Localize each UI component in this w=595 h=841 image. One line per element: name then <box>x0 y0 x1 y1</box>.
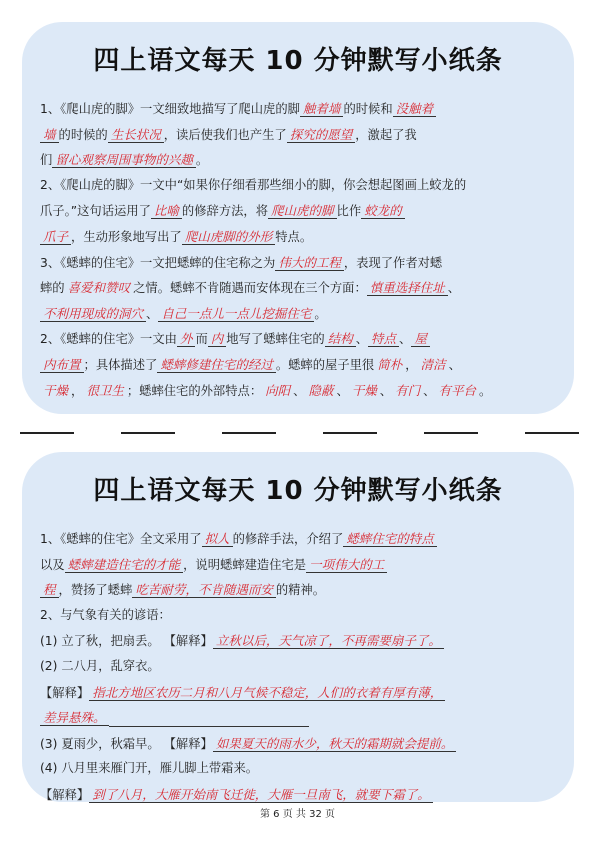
prompt-text: 。蟋蟀的屋子里很 <box>275 357 375 372</box>
prompt-text: ，激起了我 <box>355 127 417 142</box>
prompt-text: 爪子。”这句话运用了 <box>40 204 151 219</box>
answer-text: 内布置 <box>40 357 84 373</box>
prompt-text: ， <box>71 383 84 398</box>
answer-text: 蟋蟀修建住宅的经过 <box>157 357 276 373</box>
prompt-text: 1、《爬山虎的脚》一文细致地描写了爬山虎的脚 <box>40 102 300 116</box>
prompt-text: 们 <box>40 153 53 168</box>
answer-text: 蛟龙的 <box>361 203 405 219</box>
answer-text: 简朴 <box>377 356 403 372</box>
prompt-text: 、 <box>447 281 461 296</box>
text-line <box>40 122 556 148</box>
text-line <box>40 301 556 327</box>
prompt-text: 【解释】 <box>40 685 90 700</box>
prompt-text: 地写了蟋蟀住宅的 <box>226 332 325 347</box>
answer-text: 隐蔽 <box>308 382 334 398</box>
answer-text: 外 <box>177 331 196 347</box>
text-line <box>40 275 556 301</box>
text-line <box>40 173 556 199</box>
answer-text: 蟋蟀住宅的特点 <box>343 531 437 547</box>
prompt-text: 、 <box>379 383 393 398</box>
prompt-text: 的精神。 <box>275 583 326 598</box>
card-body <box>40 96 556 403</box>
prompt-text: ，表现了作者对蟋 <box>343 255 443 270</box>
answer-text: 很卫生 <box>86 382 124 398</box>
answer-text: 爬山虎的脚 <box>268 203 337 219</box>
prompt-text: 。 <box>195 153 209 168</box>
cut-line <box>20 432 580 434</box>
answer-text: 探究的愿望 <box>287 127 356 143</box>
answer-text: 清洁 <box>420 356 446 372</box>
prompt-text: (1) 立了秋，把扇丢。 【解释】 <box>40 634 213 649</box>
text-line <box>40 326 556 352</box>
text-line <box>40 782 556 808</box>
note-card-2 <box>22 452 574 802</box>
answer-text: 到了八月，大雁开始南飞迁徙，大雁一旦南飞，就要下霜了。 <box>89 787 433 803</box>
answer-text: 拟人 <box>202 531 233 547</box>
answer-text: 生长状况 <box>108 127 164 143</box>
text-line <box>40 756 556 782</box>
prompt-text: 以及 <box>40 557 65 572</box>
text-line <box>40 731 556 757</box>
answer-text: 爪子 <box>40 229 71 245</box>
prompt-text: ，赞扬了蟋蟀 <box>58 583 133 598</box>
answer-text: 留心观察周围事物的兴趣 <box>52 152 196 168</box>
answer-text: 比喻 <box>151 203 182 219</box>
answer-text: 有平台 <box>438 382 476 398</box>
prompt-text: 、 <box>399 332 412 347</box>
prompt-text: 2、《蟋蟀的住宅》一文由 <box>40 332 177 347</box>
prompt-text: 2、《爬山虎的脚》一文中“如果你仔细看那些细小的脚，你会想起图画上蛟龙的 <box>40 177 467 192</box>
answer-text: 伟大的工程 <box>275 255 344 271</box>
prompt-text: 2、与气象有关的谚语： <box>40 607 171 622</box>
prompt-text: (2) 二八月，乱穿衣。 <box>40 658 160 673</box>
page-number: 第 6 页 共 32 页 <box>260 809 335 820</box>
text-line <box>40 577 556 603</box>
prompt-text: 的时候和 <box>343 102 393 116</box>
answer-text: 如果夏天的雨水少，秋天的霜期就会提前。 <box>213 736 457 752</box>
text-line <box>40 96 556 122</box>
card-body <box>40 526 556 808</box>
cut-dash <box>222 432 276 434</box>
prompt-text: 而 <box>195 332 208 347</box>
answer-text: 蟋蟀建造住宅的才能 <box>65 557 184 573</box>
text-line <box>40 147 556 173</box>
prompt-text: 的修辞手法，介绍了 <box>232 532 344 546</box>
answer-text: 没触着 <box>393 101 437 117</box>
prompt-text: ，生动形象地写出了 <box>71 229 182 244</box>
prompt-text: 3、《蟋蟀的住宅》一文把蟋蟀的住宅称之为 <box>40 255 276 270</box>
prompt-text: (3) 夏雨少，秋霜早。 【解释】 <box>40 736 213 751</box>
answer-text: 向阳 <box>265 382 291 398</box>
cut-dash <box>424 432 478 434</box>
answer-text: 屋 <box>411 331 430 347</box>
answer-text: 内 <box>208 331 227 347</box>
prompt-text: 、 <box>336 383 349 398</box>
prompt-text: 、 <box>146 306 159 321</box>
answer-text: 干燥 <box>43 382 69 398</box>
prompt-text: ， <box>405 357 418 372</box>
text-line <box>40 654 556 680</box>
answer-text: 喜爱和赞叹 <box>67 280 131 296</box>
prompt-text: (4) 八月里来雁门开，雁儿脚上带霜来。 <box>40 761 259 776</box>
prompt-text: ，读后使我们也产生了 <box>163 127 287 142</box>
answer-text: 爬山虎脚的外形 <box>182 229 276 245</box>
prompt-text: ，说明蟋蟀建造住宅是 <box>183 557 307 572</box>
prompt-text: 、 <box>423 383 436 398</box>
text-line <box>40 680 556 706</box>
answer-text: 立秋以后，天气凉了，不再需要扇子了。 <box>213 633 444 649</box>
card-title: 四上语文每天 10 分钟默写小纸条 <box>93 46 503 76</box>
text-line <box>40 705 556 731</box>
answer-text: 结构 <box>325 331 356 347</box>
prompt-text: 特点。 <box>275 229 313 244</box>
text-line <box>40 552 556 578</box>
prompt-text: 。 <box>478 383 492 398</box>
answer-blank <box>109 710 309 727</box>
prompt-text: ；具体描述了 <box>83 357 158 372</box>
prompt-text: 1、《蟋蟀的住宅》全文采用了 <box>40 532 202 546</box>
cut-dash <box>525 432 579 434</box>
prompt-text: 。 <box>314 306 327 321</box>
prompt-text: 的时候的 <box>58 127 108 142</box>
answer-text: 干燥 <box>351 382 377 398</box>
answer-text: 墙 <box>40 127 59 143</box>
answer-text: 慎重选择住址 <box>367 280 448 296</box>
text-line <box>40 378 556 404</box>
note-card-1 <box>22 22 574 414</box>
cut-dash <box>323 432 377 434</box>
text-line <box>40 526 556 552</box>
answer-text: 程 <box>40 582 59 598</box>
prompt-text: 、 <box>448 357 461 372</box>
prompt-text: 【解释】 <box>40 787 90 802</box>
card-title: 四上语文每天 10 分钟默写小纸条 <box>93 476 503 506</box>
answer-text: 吃苦耐劳，不肯随遇而安 <box>132 582 276 598</box>
prompt-text: 蟀的 <box>40 281 65 296</box>
answer-text: 差异悬殊。 <box>40 710 109 726</box>
prompt-text: 、 <box>293 383 306 398</box>
prompt-text: ；蟋蟀住宅的外部特点： <box>126 383 263 398</box>
prompt-text: 、 <box>355 332 369 347</box>
text-line <box>40 352 556 378</box>
answer-text: 触着墙 <box>300 101 344 117</box>
cut-dash <box>20 432 74 434</box>
text-line <box>40 250 556 276</box>
prompt-text: 的修辞方法，将 <box>181 204 269 219</box>
text-line <box>40 628 556 654</box>
text-line <box>40 224 556 250</box>
text-line <box>40 603 556 629</box>
answer-text: 自己一点儿一点儿挖掘住宅 <box>158 306 314 322</box>
prompt-text: 比作 <box>336 204 362 219</box>
text-line <box>40 198 556 224</box>
answer-text: 特点 <box>368 331 399 347</box>
answer-text: 指北方地区农历二月和八月气候不稳定，人们的衣着有厚有薄， <box>89 685 445 701</box>
answer-text: 一项伟大的工 <box>306 557 387 573</box>
answer-text: 有门 <box>395 382 421 398</box>
prompt-text: 之情。蟋蟀不肯随遇而安体现在三个方面： <box>133 281 367 296</box>
answer-text: 不利用现成的洞穴 <box>40 306 146 322</box>
cut-dash <box>121 432 175 434</box>
